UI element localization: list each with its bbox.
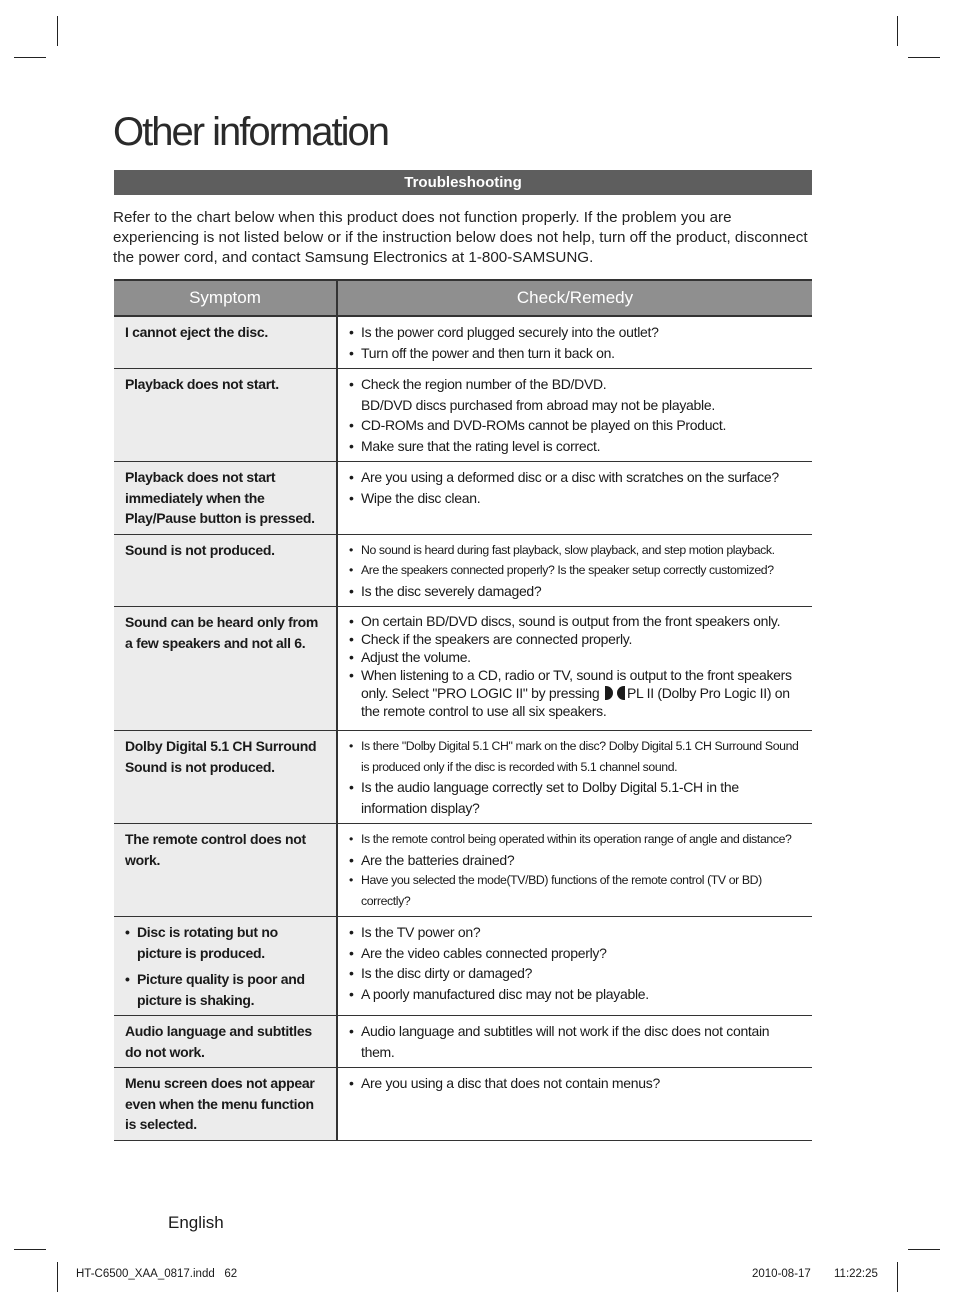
remedy-note: BD/DVD discs purchased from abroad may not be playable. — [361, 396, 715, 413]
remedy-item: • Are the batteries drained? — [349, 850, 806, 871]
remedy-item: • Is the disc severely damaged? — [349, 581, 806, 602]
symptom-cell: Menu screen does not appear even when the menu function is selected. — [114, 1068, 337, 1141]
remedy-list — [349, 1021, 806, 1062]
remedy-cell — [337, 917, 812, 1016]
table-row — [114, 731, 812, 824]
remedy-item: • Make sure that the rating level is correct. — [349, 436, 806, 457]
remedy-list — [349, 829, 806, 911]
slug-file: HT-C6500_XAA_0817.indd 62 — [76, 1268, 238, 1280]
symptom-item: • Disc is rotating but no picture is produced. — [125, 922, 326, 963]
remedy-item: • Are you using a deformed disc or a disc with scratches on the surface? — [349, 467, 806, 488]
remedy-item: • Adjust the volume. — [349, 648, 806, 666]
remedy-text: PL II (Dolby Pro Logic II) on the remote control to use all six speakers. — [361, 685, 790, 719]
remedy-cell — [337, 534, 812, 607]
crop-mark — [14, 57, 46, 58]
symptom-cell: Playback does not start. — [114, 369, 337, 462]
crop-mark — [908, 1249, 940, 1250]
symptom-list — [125, 922, 326, 1010]
troubleshooting-table — [114, 279, 812, 1141]
remedy-text: Check the region number of the BD/DVD. — [361, 376, 607, 392]
remedy-item: • On certain BD/DVD discs, sound is output from the front speakers only. — [349, 612, 806, 630]
remedy-list — [349, 467, 806, 508]
crop-mark — [897, 1262, 898, 1292]
table-header-row — [114, 280, 812, 316]
remedy-item: • Is the audio language correctly set to Dolby Digital 5.1-CH in the information display? — [349, 777, 806, 818]
remedy-item: • Is the disc dirty or damaged? — [349, 963, 806, 984]
remedy-item: • Audio language and subtitles will not work if the disc does not contain them. — [349, 1021, 806, 1062]
dolby-double-d-icon — [605, 686, 625, 700]
symptom-cell: I cannot eject the disc. — [114, 316, 337, 369]
footer-language: English — [168, 1213, 224, 1232]
remedy-header: Check/Remedy — [337, 280, 812, 316]
table-row — [114, 369, 812, 462]
symptom-cell: Playback does not start immediately when the Play/Pause button is pressed. — [114, 462, 337, 535]
remedy-item: • Turn off the power and then turn it back on. — [349, 343, 806, 364]
remedy-item: • Are you using a disc that does not contain menus? — [349, 1073, 806, 1094]
table-row — [114, 1016, 812, 1068]
table-row — [114, 462, 812, 535]
table-row — [114, 316, 812, 369]
remedy-cell — [337, 1068, 812, 1141]
slug-date: 2010-08-17 — [752, 1268, 811, 1280]
symptom-item: • Picture quality is poor and picture is shaking. — [125, 969, 326, 1010]
remedy-item: • CD-ROMs and DVD-ROMs cannot be played on this Product. — [349, 415, 806, 436]
page-title: Other information — [113, 110, 389, 154]
remedy-item: • Is the TV power on? — [349, 922, 806, 943]
remedy-text: When listening to a CD, radio or TV, sound is output to the front speakers only. Select "PRO LOGIC II" by pressing — [361, 667, 792, 701]
symptom-cell: Audio language and subtitles do not work. — [114, 1016, 337, 1068]
crop-mark — [897, 16, 898, 46]
crop-mark — [57, 1262, 58, 1292]
remedy-item: • Is the remote control being operated within its operation range of angle and distance? — [349, 829, 806, 850]
remedy-list — [349, 1073, 806, 1094]
table-row — [114, 534, 812, 607]
remedy-cell — [337, 1016, 812, 1068]
remedy-item: • Are the speakers connected properly? Is the speaker setup correctly customized? — [349, 560, 806, 581]
symptom-header: Symptom — [114, 280, 337, 316]
remedy-item: • Wipe the disc clean. — [349, 488, 806, 509]
section-header: Troubleshooting — [114, 170, 812, 195]
remedy-cell — [337, 462, 812, 535]
remedy-cell — [337, 824, 812, 917]
symptom-cell — [114, 917, 337, 1016]
intro-paragraph: Refer to the chart below when this product does not function properly. If the problem you are experiencing is not listed below or if the instruction below does not help, turn off the product, disconnect the power cord, and contact Samsung Electronics at 1-800-SAMSUNG. — [113, 209, 808, 266]
remedy-item — [349, 666, 806, 720]
crop-mark — [57, 16, 58, 46]
remedy-list — [349, 374, 806, 456]
remedy-item: • Check if the speakers are connected properly. — [349, 630, 806, 648]
remedy-list — [349, 736, 806, 818]
remedy-item: • A poorly manufactured disc may not be playable. — [349, 984, 806, 1005]
remedy-cell — [337, 731, 812, 824]
remedy-item: • No sound is heard during fast playback, slow playback, and step motion playback. — [349, 540, 806, 561]
remedy-item: • Have you selected the mode(TV/BD) functions of the remote control (TV or BD) correctly? — [349, 870, 806, 911]
table-row — [114, 1068, 812, 1141]
table-row — [114, 917, 812, 1016]
remedy-item: • Is the power cord plugged securely into the outlet? — [349, 322, 806, 343]
remedy-item — [349, 374, 806, 415]
symptom-cell: The remote control does not work. — [114, 824, 337, 917]
table-row — [114, 824, 812, 917]
remedy-list — [349, 322, 806, 363]
remedy-list — [349, 612, 806, 720]
symptom-cell: Dolby Digital 5.1 CH Surround Sound is not produced. — [114, 731, 337, 824]
symptom-cell: Sound can be heard only from a few speakers and not all 6. — [114, 607, 337, 731]
remedy-list — [349, 922, 806, 1004]
remedy-cell — [337, 607, 812, 731]
remedy-item: • Are the video cables connected properly? — [349, 943, 806, 964]
remedy-cell — [337, 316, 812, 369]
remedy-item: • Is there "Dolby Digital 5.1 CH" mark on the disc? Dolby Digital 5.1 CH Surround Sound is produced only if the disc is recorded with 5.1 channel sound. — [349, 736, 806, 777]
slug-time: 11:22:25 — [834, 1268, 878, 1280]
crop-mark — [908, 57, 940, 58]
remedy-cell — [337, 369, 812, 462]
symptom-cell: Sound is not produced. — [114, 534, 337, 607]
table-row — [114, 607, 812, 731]
remedy-list — [349, 540, 806, 602]
crop-mark — [14, 1249, 46, 1250]
